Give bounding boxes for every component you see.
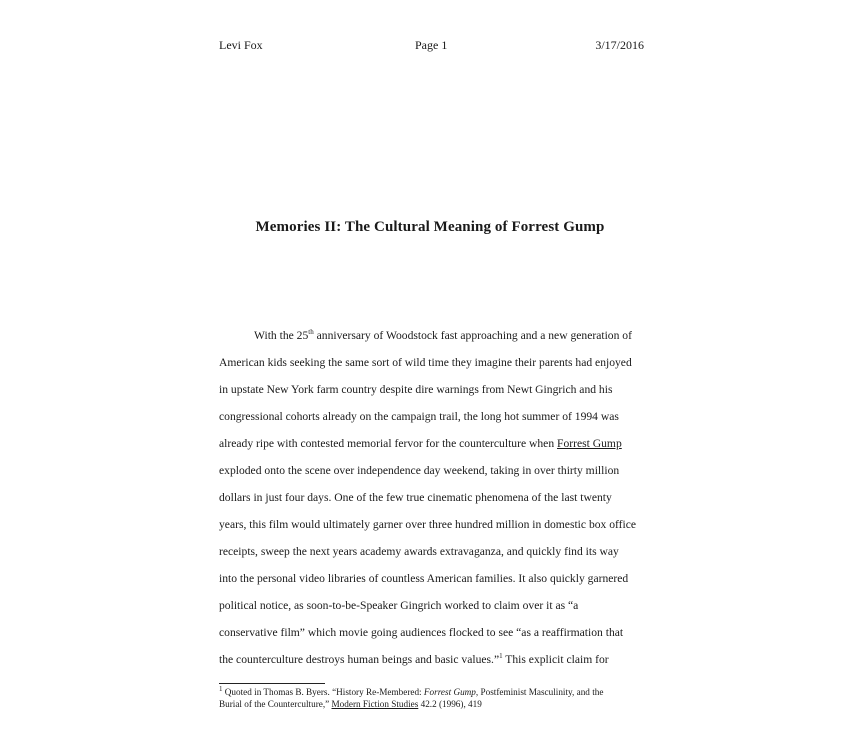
- body-line: receipts, sweep the next years academy awards extravaganza, and quickly find its way: [219, 545, 619, 558]
- text-run: Quoted in Thomas B. Byers. “History Re-Membered:: [222, 687, 424, 697]
- text-run: anniversary of Woodstock fast approaching and a new generation of: [313, 329, 632, 342]
- footnote-line: [219, 686, 649, 698]
- text-run: This explicit claim for: [502, 653, 609, 666]
- text-run: , Postfeminist Masculinity, and the: [475, 687, 604, 697]
- text-run: Burial of the Counterculture,”: [219, 699, 332, 709]
- body-line: dollars in just four days. One of the few true cinematic phenomena of the last twenty: [219, 491, 612, 504]
- footnote-reference: 1: [499, 652, 503, 661]
- page-header: [219, 38, 644, 54]
- body-line: political notice, as soon-to-be-Speaker Gingrich worked to claim over it as “a: [219, 599, 579, 612]
- superscript-ordinal: th: [308, 328, 314, 337]
- header-page-number: Page 1: [415, 38, 448, 52]
- body-paragraph: [219, 326, 649, 677]
- text-run: the counterculture destroys human beings and basic values.”: [219, 653, 500, 666]
- body-line: in upstate New York farm country despite dire warnings from Newt Gingrich and his: [219, 383, 613, 396]
- body-line: conservative film” which movie going audiences flocked to see “as a reaffirmation that: [219, 626, 624, 639]
- body-line: years, this film would ultimately garner over three hundred million in domestic box office: [219, 518, 637, 531]
- body-line: into the personal video libraries of countless American families. It also quickly garnered: [219, 572, 629, 585]
- body-line: exploded onto the scene over independence day weekend, taking in over thirty million: [219, 464, 620, 477]
- header-date: 3/17/2016: [595, 38, 644, 52]
- text-run: 42.2 (1996), 419: [418, 699, 482, 709]
- footnote-film-title: Forrest Gump: [423, 687, 476, 697]
- document-title: Memories II: The Cultural Meaning of Forrest Gump: [255, 219, 605, 235]
- footnote: [219, 686, 649, 710]
- body-line: [219, 434, 649, 461]
- body-line: [219, 326, 649, 353]
- body-line: American kids seeking the same sort of wild time they imagine their parents had enjoyed: [219, 356, 632, 369]
- film-title: Forrest Gump: [557, 437, 622, 450]
- footnote-number: 1: [219, 684, 223, 693]
- text-run: already ripe with contested memorial fervor for the counterculture when: [219, 437, 558, 450]
- body-line: congressional cohorts already on the campaign trail, the long hot summer of 1994 was: [219, 410, 619, 423]
- header-author: Levi Fox: [219, 38, 263, 52]
- footnote-line: [219, 698, 649, 710]
- footnote-divider: [219, 683, 325, 684]
- footnote-journal: Modern Fiction Studies: [331, 699, 419, 709]
- text-run: With the 25: [254, 329, 309, 342]
- body-line: [219, 650, 649, 677]
